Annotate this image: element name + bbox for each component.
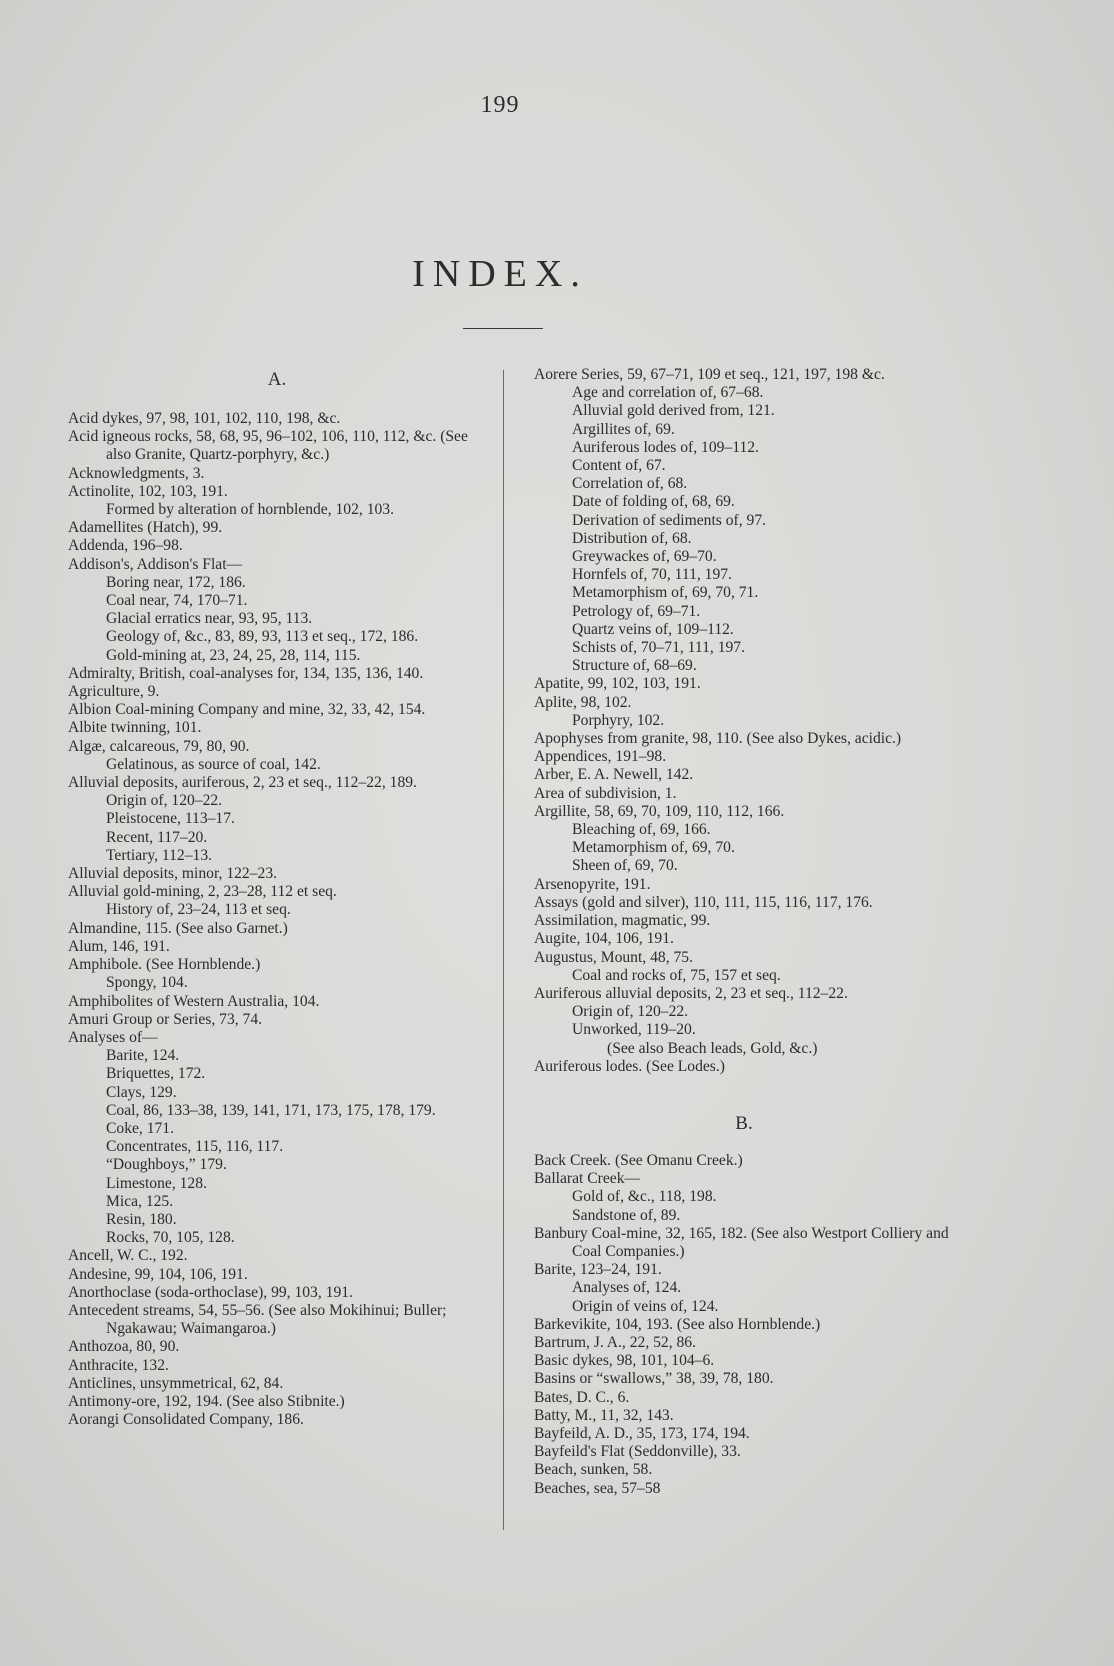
- index-entry: Mica, 125.: [106, 1192, 174, 1210]
- index-entry: Arber, E. A. Newell, 142.: [534, 766, 694, 784]
- index-entry: Acid dykes, 97, 98, 101, 102, 110, 198, &c.: [68, 410, 341, 427]
- index-entry: Acknowledgments, 3.: [68, 464, 205, 482]
- index-entry: Sheen of, 69, 70.: [572, 857, 678, 875]
- section-heading-a: A.: [267, 369, 287, 390]
- index-entry: Back Creek. (See Omanu Creek.): [534, 1151, 743, 1169]
- index-entry: Auriferous lodes of, 109–112.: [572, 438, 759, 456]
- index-entry: Appendices, 191–98.: [534, 748, 667, 766]
- index-entry: Schists of, 70–71, 111, 197.: [572, 639, 745, 657]
- index-entry: Bartrum, J. A., 22, 52, 86.: [534, 1333, 696, 1351]
- index-entry: Correlation of, 68.: [572, 475, 688, 493]
- index-entry: Aorangi Consolidated Company, 186.: [68, 1411, 304, 1429]
- index-entry: Limestone, 128.: [106, 1174, 207, 1192]
- index-entry: Origin of, 120–22.: [572, 1003, 689, 1021]
- index-entry: Aplite, 98, 102.: [534, 693, 632, 711]
- index-entry: Basins or “swallows,” 38, 39, 78, 180.: [534, 1370, 774, 1388]
- index-entry: Formed by alteration of hornblende, 102, 103.: [106, 501, 394, 519]
- index-entry: Resin, 180.: [106, 1210, 177, 1228]
- section-heading-b: B.: [735, 1112, 753, 1134]
- index-entry: Agriculture, 9.: [68, 683, 160, 701]
- index-entry: Clays, 129.: [106, 1083, 177, 1101]
- index-entry: Anticlines, unsymmetrical, 62, 84.: [68, 1374, 284, 1392]
- index-entry: Actinolite, 102, 103, 191.: [68, 482, 228, 500]
- index-entry: Ballarat Creek—: [534, 1170, 641, 1188]
- index-entry: Anthracite, 132.: [68, 1356, 169, 1374]
- index-entry: Antecedent streams, 54, 55–56. (See also Mokihinui; Buller; Ngakawau; Waimangaroa.): [68, 1301, 447, 1338]
- index-entry: “Doughboys,” 179.: [106, 1156, 227, 1174]
- index-entry: Augustus, Mount, 48, 75.: [534, 948, 693, 966]
- index-entry: Bayfeild's Flat (Seddonville), 33.: [534, 1443, 741, 1461]
- page-number: 199: [480, 92, 520, 118]
- index-entry: Glacial erratics near, 93, 95, 113.: [106, 610, 313, 628]
- index-entry: Algæ, calcareous, 79, 80, 90.: [68, 737, 250, 755]
- index-entry: Hornfels of, 70, 111, 197.: [572, 566, 732, 584]
- index-entry: (See also Beach leads, Gold, &c.): [607, 1039, 818, 1057]
- index-entry: Almandine, 115. (See also Garnet.): [68, 919, 288, 937]
- index-entry: Unworked, 119–20.: [572, 1021, 696, 1039]
- index-entry: Coal, 86, 133–38, 139, 141, 171, 173, 175, 178, 179.: [106, 1101, 436, 1119]
- index-entry: Sandstone of, 89.: [572, 1206, 681, 1224]
- index-entry: Date of folding of, 68, 69.: [572, 493, 735, 511]
- index-entry: Andesine, 99, 104, 106, 191.: [68, 1265, 248, 1283]
- index-entry: Amphibolites of Western Australia, 104.: [68, 992, 320, 1010]
- index-entry: Tertiary, 112–13.: [106, 846, 213, 864]
- index-entry: Addison's, Addison's Flat—: [68, 555, 243, 573]
- index-entry: Albite twinning, 101.: [68, 719, 202, 737]
- index-entry: Analyses of—: [68, 1028, 158, 1046]
- index-entry: Greywackes of, 69–70.: [572, 548, 717, 566]
- index-entry: Anthozoa, 80, 90.: [68, 1338, 180, 1356]
- index-entry: Quartz veins of, 109–112.: [572, 620, 734, 638]
- index-column-right: [534, 366, 954, 1498]
- index-entry: Recent, 117–20.: [106, 828, 208, 846]
- index-entry: Gold-mining at, 23, 24, 25, 28, 114, 115.: [106, 646, 361, 664]
- index-entry: Argillites of, 69.: [572, 420, 675, 438]
- index-entry: Amuri Group or Series, 73, 74.: [68, 1010, 263, 1028]
- index-entry: Metamorphism of, 69, 70, 71.: [572, 584, 759, 602]
- title-rule: [463, 328, 543, 329]
- index-entry: Rocks, 70, 105, 128.: [106, 1229, 235, 1247]
- index-entry: Auriferous lodes. (See Lodes.): [534, 1057, 725, 1075]
- index-entry: Beach, sunken, 58.: [534, 1461, 653, 1479]
- index-entry: Beaches, sea, 57–58: [534, 1479, 661, 1497]
- index-entry: Admiralty, British, coal-analyses for, 134, 135, 136, 140.: [68, 664, 424, 682]
- index-entry: Basic dykes, 98, 101, 104–6.: [534, 1352, 715, 1370]
- index-entry: Aorere Series, 59, 67–71, 109 et seq., 121, 197, 198 &c.: [534, 366, 885, 383]
- index-entry: Ancell, W. C., 192.: [68, 1247, 188, 1265]
- index-entry: Acid igneous rocks, 58, 68, 95, 96–102, 106, 110, 112, &c. (See also Granite, Quartz-porphyry, &c.): [68, 428, 468, 464]
- index-entry: Geology of, &c., 83, 89, 93, 113 et seq., 172, 186.: [106, 628, 419, 646]
- index-column-left: [68, 366, 486, 1429]
- index-entry: Apatite, 99, 102, 103, 191.: [534, 675, 701, 693]
- index-entry: Porphyry, 102.: [572, 711, 665, 729]
- index-entry: Pleistocene, 113–17.: [106, 810, 235, 828]
- index-entry: Assays (gold and silver), 110, 111, 115, 116, 117, 176.: [534, 893, 873, 911]
- index-title: INDEX.: [412, 253, 588, 295]
- index-entry: Coal near, 74, 170–71.: [106, 592, 248, 610]
- index-entry: Barite, 124.: [106, 1047, 180, 1065]
- index-entry: Amphibole. (See Hornblende.): [68, 956, 261, 974]
- index-entry: Augite, 104, 106, 191.: [534, 930, 674, 948]
- index-entry: Petrology of, 69–71.: [572, 602, 701, 620]
- index-entry: Area of subdivision, 1.: [534, 784, 677, 802]
- index-entry: Spongy, 104.: [106, 974, 188, 992]
- index-entry: Alluvial deposits, minor, 122–23.: [68, 865, 278, 883]
- index-entry: Bayfeild, A. D., 35, 173, 174, 194.: [534, 1424, 750, 1442]
- index-entry: Metamorphism of, 69, 70.: [572, 839, 735, 857]
- index-entry: Arsenopyrite, 191.: [534, 875, 651, 893]
- index-entry: Alum, 146, 191.: [68, 937, 170, 955]
- entries-a-left: [68, 410, 486, 1429]
- index-entry: Alluvial deposits, auriferous, 2, 23 et seq., 112–22, 189.: [68, 774, 417, 792]
- index-entry: Bleaching of, 69, 166.: [572, 821, 711, 839]
- index-entry: Coke, 171.: [106, 1119, 175, 1137]
- index-entry: Origin of veins of, 124.: [572, 1297, 719, 1315]
- index-entry: Auriferous alluvial deposits, 2, 23 et seq., 112–22.: [534, 984, 848, 1002]
- index-entry: Derivation of sediments of, 97.: [572, 511, 767, 529]
- index-entry: Age and correlation of, 67–68.: [572, 384, 764, 402]
- index-entry: Adamellites (Hatch), 99.: [68, 519, 223, 537]
- index-entry: Albion Coal-mining Company and mine, 32, 33, 42, 154.: [68, 701, 426, 719]
- index-entry: Barkevikite, 104, 193. (See also Hornblende.): [534, 1315, 821, 1333]
- index-entry: Antimony-ore, 192, 194. (See also Stibnite.): [68, 1392, 345, 1410]
- index-entry: Gelatinous, as source of coal, 142.: [106, 755, 321, 773]
- index-entry: Content of, 67.: [572, 457, 666, 475]
- index-entry: Banbury Coal-mine, 32, 165, 182. (See also Westport Colliery and Coal Companies.): [534, 1224, 949, 1260]
- index-entry: Anorthoclase (soda-orthoclase), 99, 103, 191.: [68, 1283, 353, 1301]
- index-entry: Assimilation, magmatic, 99.: [534, 912, 711, 930]
- column-divider: [503, 370, 504, 1530]
- entries-b: [534, 1152, 954, 1498]
- index-entry: Boring near, 172, 186.: [106, 573, 246, 591]
- index-entry: Apophyses from granite, 98, 110. (See also Dykes, acidic.): [534, 730, 902, 748]
- index-entry: Briquettes, 172.: [106, 1065, 206, 1083]
- index-entry: Analyses of, 124.: [572, 1279, 682, 1297]
- index-entry: History of, 23–24, 113 et seq.: [106, 901, 291, 919]
- index-entry: Alluvial gold derived from, 121.: [572, 402, 775, 420]
- index-entry: Barite, 123–24, 191.: [534, 1261, 662, 1279]
- index-entry: Coal and rocks of, 75, 157 et seq.: [572, 966, 781, 984]
- index-entry: Argillite, 58, 69, 70, 109, 110, 112, 166.: [534, 802, 785, 820]
- index-entry: Concentrates, 115, 116, 117.: [106, 1138, 284, 1156]
- index-entry: Addenda, 196–98.: [68, 537, 183, 555]
- index-entry: Batty, M., 11, 32, 143.: [534, 1406, 674, 1424]
- index-entry: Structure of, 68–69.: [572, 657, 697, 675]
- entries-a-right: [534, 366, 954, 1076]
- index-entry: Alluvial gold-mining, 2, 23–28, 112 et seq.: [68, 883, 337, 901]
- index-entry: Bates, D. C., 6.: [534, 1388, 630, 1406]
- index-entry: Origin of, 120–22.: [106, 792, 223, 810]
- index-entry: Gold of, &c., 118, 198.: [572, 1188, 717, 1206]
- index-entry: Distribution of, 68.: [572, 529, 692, 547]
